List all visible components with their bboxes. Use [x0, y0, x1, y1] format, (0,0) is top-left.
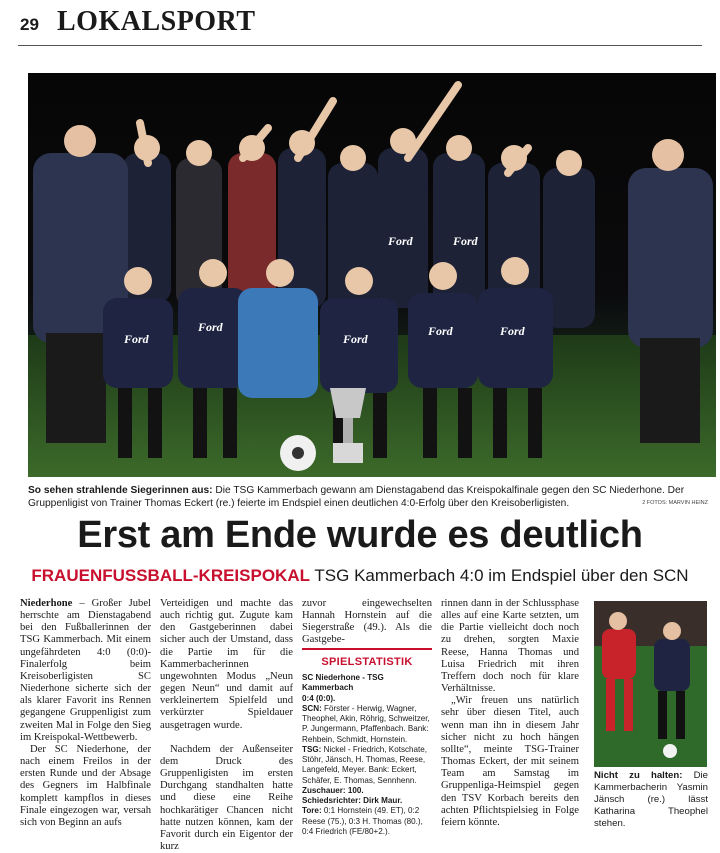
page-header	[0, 0, 720, 46]
stats-result: 0:4 (0:0).	[302, 693, 336, 703]
side-caption-text: Die Kammerbacherin Yasmin Jänsch (re.) lässt Katharina Theophel stehen.	[594, 770, 709, 829]
stats-match: SC Niederhone - TSG Kammerbach	[302, 673, 384, 693]
sponsor-logo: Ford	[500, 324, 525, 338]
sponsor-logo: Ford	[453, 234, 478, 248]
stats-tsg-label: TSG:	[302, 744, 322, 754]
stats-body	[302, 673, 432, 837]
article-subheadline	[0, 566, 720, 586]
header-divider	[18, 45, 702, 46]
stats-referee: Schiedsrichter: Dirk Maur.	[302, 796, 403, 805]
article-column-4	[441, 598, 579, 829]
stats-spectators: Zuschauer: 100.	[302, 785, 364, 795]
paragraph: „Wir freuen uns natürlich sehr über diesen Titel, auch wenn man ihn in diesem Jahr sicher nicht zu hoch hängen sollte“, meinte TSG-Trainer Thomas Eckert, der mit seinem Team am Samstag im Gruppenliga-Heimspiel gegen den TSV Korbach bereits den achten Pflichtspielsieg in Folge feiern könnte.	[441, 695, 579, 828]
dateline: Niederhone	[20, 598, 73, 609]
paragraph: rinnen dann in der Schlussphase alles auf eine Karte setzten, um die Partie vielleicht doch noch zu drehen, sorgten Maxie Reese, Hanna Thomas und Luisa Friedrich mit ihren Treffern doch noch für klare Verhältnisse.	[441, 598, 579, 695]
side-photo-caption	[594, 770, 708, 830]
subheadline-text: TSG Kammerbach 4:0 im Endspiel über den SCN	[310, 566, 689, 585]
sponsor-logo: Ford	[198, 320, 223, 334]
article-column-3	[302, 598, 432, 647]
paragraph: Der SC Niederhone, der nach einem Freilos in der ersten Runde und der Absage des Gegners im Halbfinale komplett kampflos in dieses Finale eingezogen war, versah sich von Beginn an aufs	[20, 743, 151, 828]
section-title: LOKALSPORT	[57, 6, 256, 37]
caption-lead: So sehen strahlende Siegerinnen aus:	[28, 485, 213, 496]
paragraph: Nachdem der Außenseiter dem Druck des Gruppenligisten im ersten Durchgang standhalten hatte und diese eine Reihe hochkarätiger Chancen nicht hatte nutzen können, kam der Favorit durch ein Eigentor der kurz	[160, 743, 293, 852]
paragraph: Verteidigen und machte das auch richtig gut. Zugute kam den Gastgeberinnen dabei sicher auch der Umstand, dass die Partie im für die Kammerbacherinnen ungewohnten Modus „Neun gegen Neun“ und damit auf verkleinertem Spielfeld und verkürzter Spieldauer ausgetragen wurde.	[160, 598, 293, 731]
stats-scn-lineup: Förster - Herwig, Wagner, Theophel, Akin, Röhrig, Schweitzer, P. Jungermann, Pfaffenbach. Bank: Rehbein, Schmidt, Hornstein.	[302, 703, 430, 744]
page-number: 29	[20, 15, 39, 34]
article-kicker: FRAUENFUSSBALL-KREISPOKAL	[31, 566, 310, 585]
team-celebration-photo	[28, 73, 716, 477]
paragraph: zuvor eingewechselten Hannah Hornstein auf die Siegerstraße (49.). Als die Gastgebe-	[302, 598, 432, 646]
caption-text: Die TSG Kammerbach gewann am Dienstagabend das Kreispokalfinale gegen den SC Niederhone. Der Gruppenligist von Trainer Thomas Eckert (re.) feierte im Endspiel einen deutlichen 4:0-Erfolg über den Kreisoberligisten.	[28, 485, 685, 509]
match-statistics-box	[302, 648, 432, 837]
side-caption-lead: Nicht zu halten:	[594, 770, 683, 781]
stats-heading: SPIELSTATISTIK	[321, 656, 413, 668]
photo-caption	[28, 484, 716, 510]
article-headline: Erst am Ende wurde es deutlich	[77, 514, 643, 556]
stats-tsg-lineup: Nickel - Friedrich, Kotschate, Stöhr, Jänsch, H. Thomas, Reese, Langefeld, Meyer. Bank: Eckert, Schäfer, E. Thomas, Sennhenn.	[302, 744, 428, 785]
stats-goals: 0:1 Hornstein (49. ET), 0:2 Reese (75.), 0:3 H. Thomas (80.), 0:4 Friedrich (FE/80+2.).	[302, 806, 423, 836]
sponsor-logo: Ford	[343, 332, 368, 346]
paragraph: – Großer Jubel herrschte am Dienstagabend bei den Fußballerinnen der TSG Kammerbach. Mit einem ungefährdeten 4:0 (0:0)-Finalerfolg beim Kreisoberligisten SC Niederhone sicherte sich der als klarer Favorit ins Rennen gegangene Gruppenligist zum zweiten Mal in Folge den Sieg im Kreispokal-Wettbewerb.	[20, 598, 151, 743]
sponsor-logo: Ford	[124, 332, 149, 346]
article-column-1	[20, 598, 151, 829]
football-icon	[663, 744, 677, 758]
photo-credit: 2 FOTOS: MARVIN HEINZ	[642, 500, 708, 506]
sponsor-logo: Ford	[388, 234, 413, 248]
stats-goals-label: Tore:	[302, 806, 322, 816]
sponsor-logo: Ford	[428, 324, 453, 338]
match-action-photo	[594, 601, 707, 767]
article-column-2	[160, 598, 293, 853]
stats-scn-label: SCN:	[302, 703, 322, 713]
